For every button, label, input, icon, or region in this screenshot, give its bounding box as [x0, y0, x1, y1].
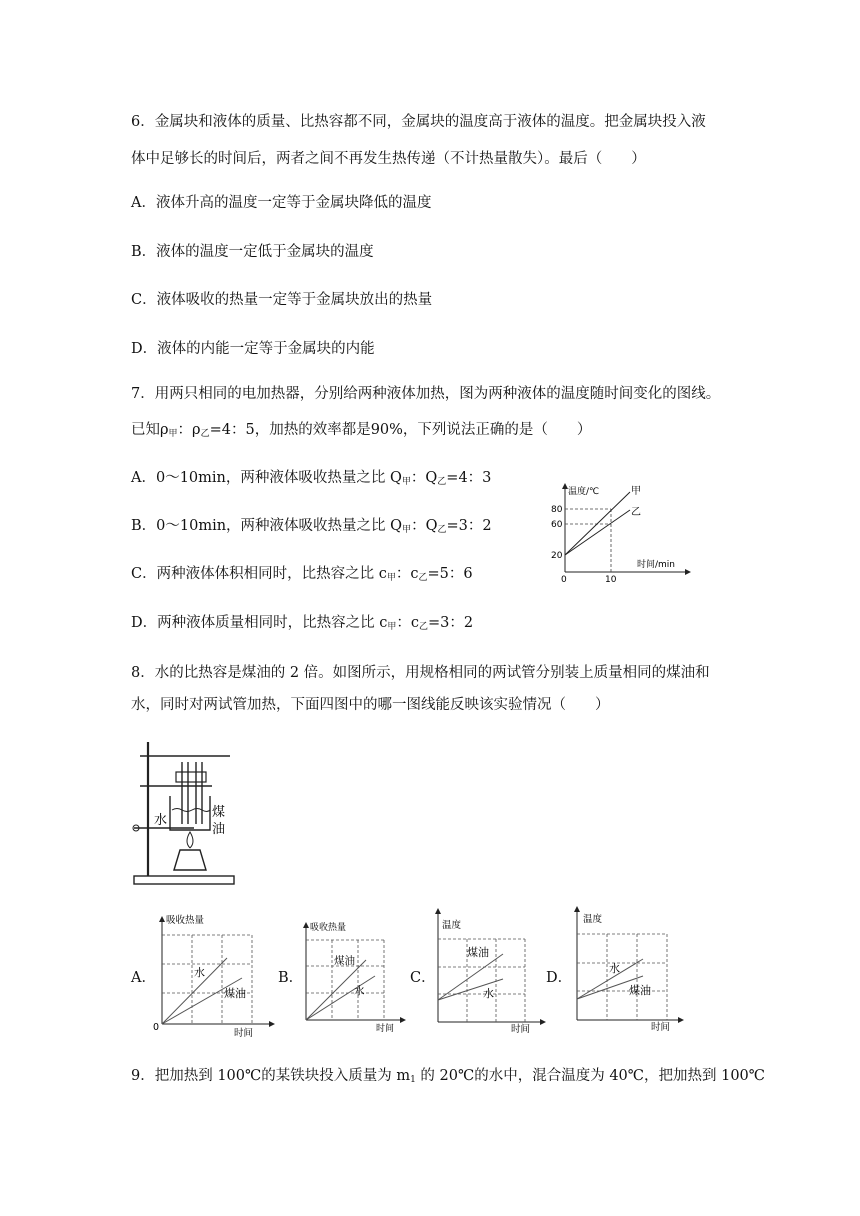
q7-x-label: 时间/min [637, 560, 676, 570]
q7-origin: 0 [561, 575, 567, 585]
q6-stem-line2: 体中足够长的时间后，两者之间不再发生热传递（不计热量散失）。最后（ ） [131, 151, 646, 167]
q6-option-c: C．液体吸收的热量一定等于金属块放出的热量 [131, 292, 433, 308]
q7-tick-20: 20 [551, 551, 563, 561]
water-label: 水 [154, 813, 168, 828]
q9-stem: 9．把加热到 100℃的某铁块投入质量为 $m_1$ 的 20℃的水中，混合温度为 40℃，把加热到 100℃ [131, 1068, 766, 1085]
q7-label-yi: 乙 [631, 507, 641, 518]
graph-c-x-label: 时间 [511, 1024, 531, 1035]
q6-option-b: B．液体的温度一定低于金属块的温度 [131, 244, 374, 260]
graph-d-upper-label: 水 [609, 962, 620, 975]
water-surface [172, 809, 210, 812]
graph-a-lower-label: 煤油 [224, 987, 246, 1000]
graph-d-x-label: 时间 [651, 1022, 671, 1033]
q7-option-a: A．0～10min，两种液体吸收热量之比 $Q_甲$：$Q_乙=4$：3 [131, 470, 492, 487]
oil-label-1: 煤 [212, 805, 226, 820]
q8-choice-c-letter: C． [410, 970, 436, 986]
lamp-flame [187, 832, 193, 848]
q7-series-yi [565, 510, 630, 555]
q7-series-jia [565, 492, 630, 555]
q8-choice-a-letter: A． [131, 970, 156, 986]
q7-option-b: B．0～10min，两种液体吸收热量之比 $Q_甲$：$Q_乙=3$：2 [131, 518, 492, 535]
graph-a-lower-line [162, 978, 242, 1024]
graph-c-y-label: 温度 [442, 920, 462, 931]
q6-option-a: A．液体升高的温度一定等于金属块降低的温度 [131, 195, 432, 211]
q8-stem-line2: 水，同时对两试管加热，下面四图中的哪一图线能反映该实验情况（ ） [131, 697, 610, 713]
graph-b-y-label: 吸收热量 [310, 923, 347, 933]
stand-base [134, 876, 234, 884]
graph-b-lower-label: 水 [354, 985, 365, 997]
oil-label-2: 油 [212, 822, 226, 837]
graph-a-y-label: 吸收热量 [166, 915, 205, 926]
graph-b-upper-label: 煤油 [334, 955, 355, 967]
q8-stem-line1: 8．水的比热容是煤油的 2 倍。如图所示，用规格相同的两试管分别装上质量相同的煤油和 [131, 665, 710, 681]
q8-graph-b [300, 918, 410, 1034]
graph-a-x-label: 时间 [234, 1028, 254, 1039]
graph-c-upper-label: 煤油 [467, 946, 489, 959]
graph-b-lower-line [306, 976, 375, 1020]
q8-apparatus [130, 738, 240, 888]
graph-a-origin: 0 [153, 1022, 160, 1033]
q8-graph-d [571, 904, 696, 1033]
q7-option-d: D．两种液体质量相同时，比热容之比 $c_甲$：$c_乙=3$：2 [131, 615, 474, 632]
q7-tick-60: 60 [551, 520, 563, 530]
q7-stem-line1: 7．用两只相同的电加热器，分别给两种液体加热，图为两种液体的温度随时间变化的图线。 [131, 386, 721, 402]
q7-stem-line2: 已知$\rho_甲$：$\rho_乙=4$：5，加热的效率都是90%，下列说法正确的是（ ） [131, 422, 592, 439]
q8-choice-b-letter: B． [278, 970, 304, 986]
graph-a-upper-label: 水 [194, 966, 205, 979]
alcohol-lamp [174, 850, 206, 870]
beaker [170, 796, 210, 830]
q7-tick-80: 80 [551, 505, 563, 515]
q7-option-c: C．两种液体体积相同时，比热容之比 $c_甲$：$c_乙=5$：6 [131, 566, 473, 583]
q7-label-jia: 甲 [631, 486, 641, 497]
graph-c-lower-label: 水 [483, 987, 494, 1000]
q7-y-label: 温度/℃ [568, 487, 600, 497]
graph-d-y-label: 温度 [583, 914, 603, 925]
q8-graph-c [433, 904, 553, 1035]
q7-tick-x10: 10 [605, 575, 617, 585]
q6-stem-line1: 6．金属块和液体的质量、比热容都不同，金属块的温度高于液体的温度。把金属块投入液 [131, 114, 706, 130]
graph-d-lower-label: 煤油 [629, 984, 651, 997]
q8-choice-d-letter: D． [546, 970, 573, 986]
graph-b-x-label: 时间 [376, 1024, 395, 1034]
q8-graph-a [152, 912, 282, 1037]
q6-option-d: D．液体的内能一定等于金属块的内能 [131, 341, 375, 357]
q7-temperature-graph [545, 482, 705, 585]
